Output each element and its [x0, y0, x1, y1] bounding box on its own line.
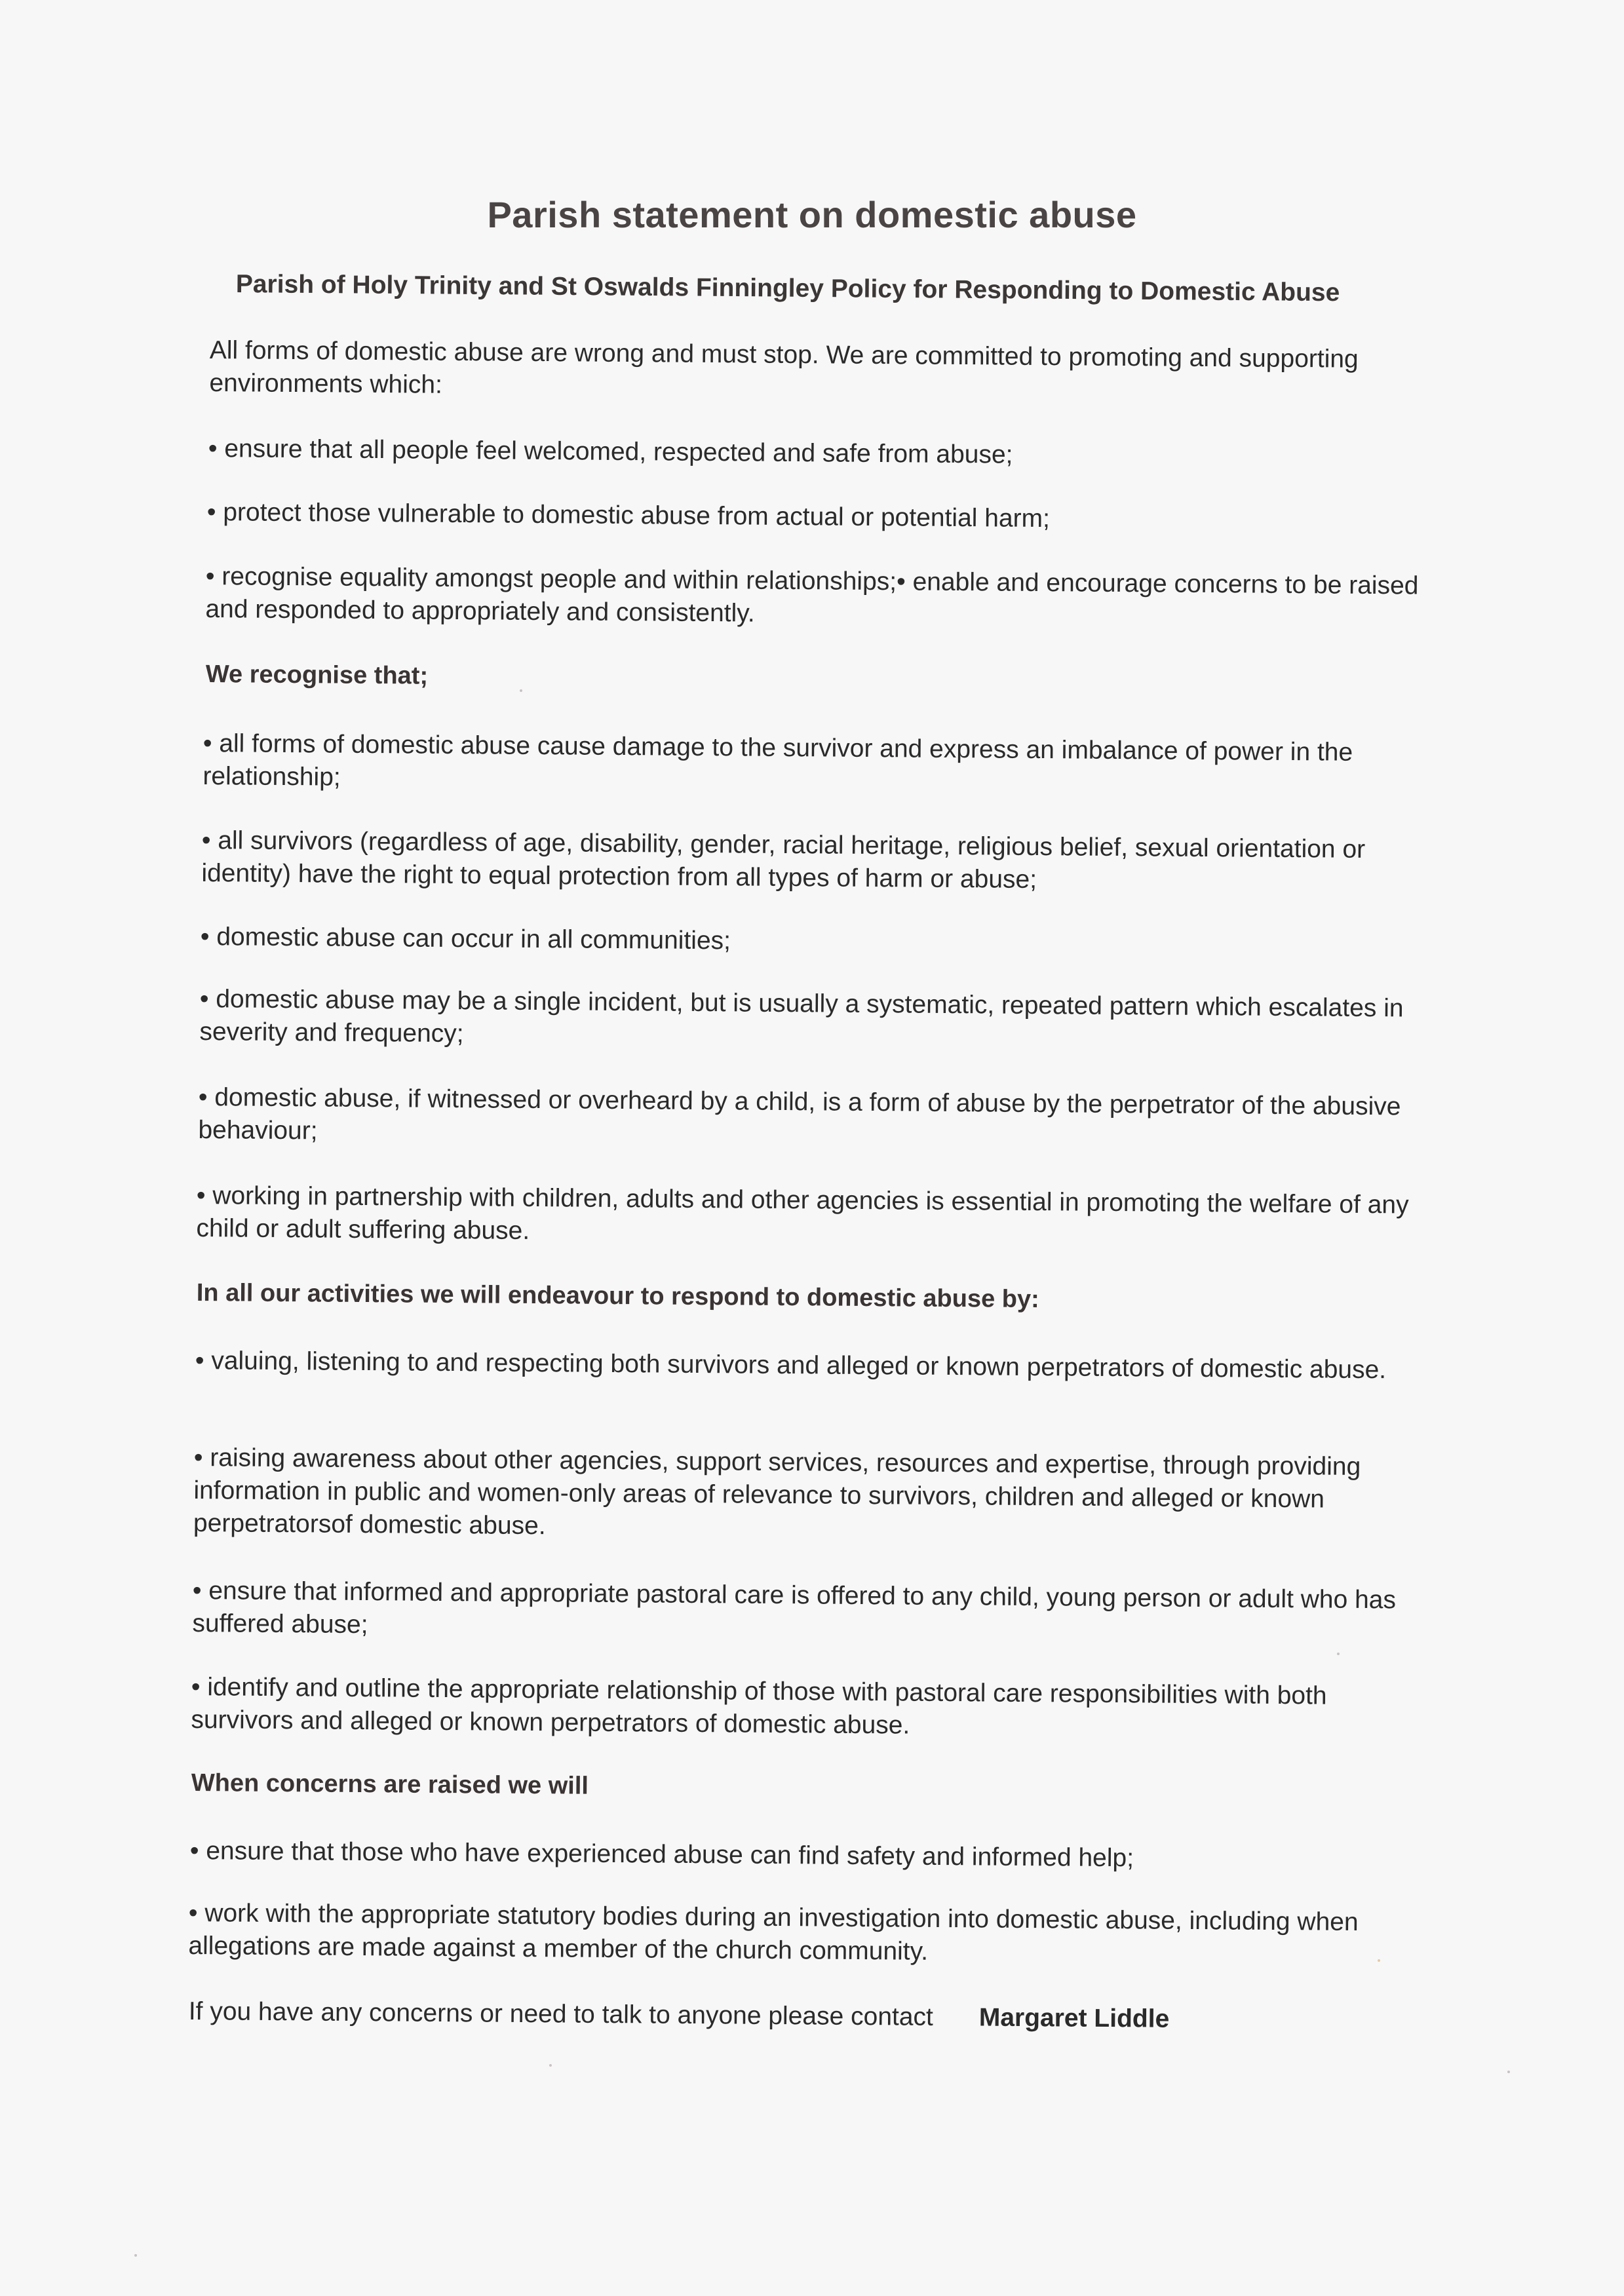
scan-speck	[520, 689, 522, 692]
commitment-item: • ensure that all people feel welcomed, respected and safe from abuse;	[208, 434, 1013, 469]
contact-text: If you have any concerns or need to talk to anyone please contact	[188, 1997, 934, 2031]
concerns-item: • work with the appropriate statutory bodies during an investigation into domestic abuse, including when allegations are made against a member of the church community.	[188, 1899, 1359, 1966]
document-subtitle: Parish of Holy Trinity and St Oswalds Finningley Policy for Responding to Domestic Abuse	[235, 270, 1340, 307]
commitment-item: • recognise equality amongst people and within relationships;• enable and encourage concerns to be raised and responded to appropriately and consistently.	[205, 562, 1419, 628]
commitment-item: • protect those vulnerable to domestic abuse from actual or potential harm;	[206, 497, 1051, 533]
scan-speck	[549, 2064, 552, 2067]
recognise-heading: We recognise that;	[205, 660, 429, 690]
scan-speck	[1507, 2071, 1510, 2073]
scan-speck	[134, 2254, 137, 2257]
activities-item: • raising awareness about other agencies, support services, resources and expertise, through providing information in public and women-only areas of relevance to survivors, children and alleged or known perpetratorsof domestic abuse.	[193, 1444, 1361, 1540]
recognise-item: • all survivors (regardless of age, disability, gender, racial heritage, religious belief, sexual orientation or identity) have the right to equal protection from all types of harm or abuse;	[201, 826, 1366, 894]
activities-item: • ensure that informed and appropriate pastoral care is offered to any child, young person or adult who has suffered abuse;	[192, 1577, 1397, 1639]
recognise-item: • domestic abuse may be a single incident, but is usually a systematic, repeated pattern which escalates in severity and frequency;	[199, 984, 1404, 1048]
recognise-item: • working in partnership with children, adults and other agencies is essential in promoting the welfare of any child or adult suffering abuse.	[196, 1181, 1409, 1245]
recognise-item: • domestic abuse can occur in all communities;	[200, 922, 731, 955]
scan-speck	[1337, 1653, 1340, 1655]
contact-line	[189, 1995, 1434, 2038]
recognise-item: • domestic abuse, if witnessed or overheard by a child, is a form of abuse by the perpetrator of the abusive behaviour;	[198, 1082, 1401, 1145]
document-title: Parish statement on domestic abuse	[487, 194, 1137, 235]
concerns-item: • ensure that those who have experienced abuse can find safety and informed help;	[189, 1837, 1134, 1873]
activities-heading: In all our activities we will endeavour to respond to domestic abuse by:	[196, 1279, 1039, 1314]
activities-item: • identify and outline the appropriate relationship of those with pastoral care responsibilities with both survivors and alleged or known perpetrators of domestic abuse.	[191, 1673, 1327, 1740]
contact-name: Margaret Liddle	[978, 2003, 1170, 2033]
concerns-heading: When concerns are raised we will	[191, 1769, 589, 1800]
activities-item: • valuing, listening to and respecting both survivors and alleged or known perpetrators of domestic abuse.	[195, 1347, 1387, 1385]
scan-speck	[1378, 1959, 1380, 1962]
recognise-item: • all forms of domestic abuse cause damage to the survivor and express an imbalance of power in the relationship;	[203, 729, 1353, 792]
intro-paragraph: All forms of domestic abuse are wrong and must stop. We are committed to promoting and supporting environments which:	[209, 335, 1359, 399]
